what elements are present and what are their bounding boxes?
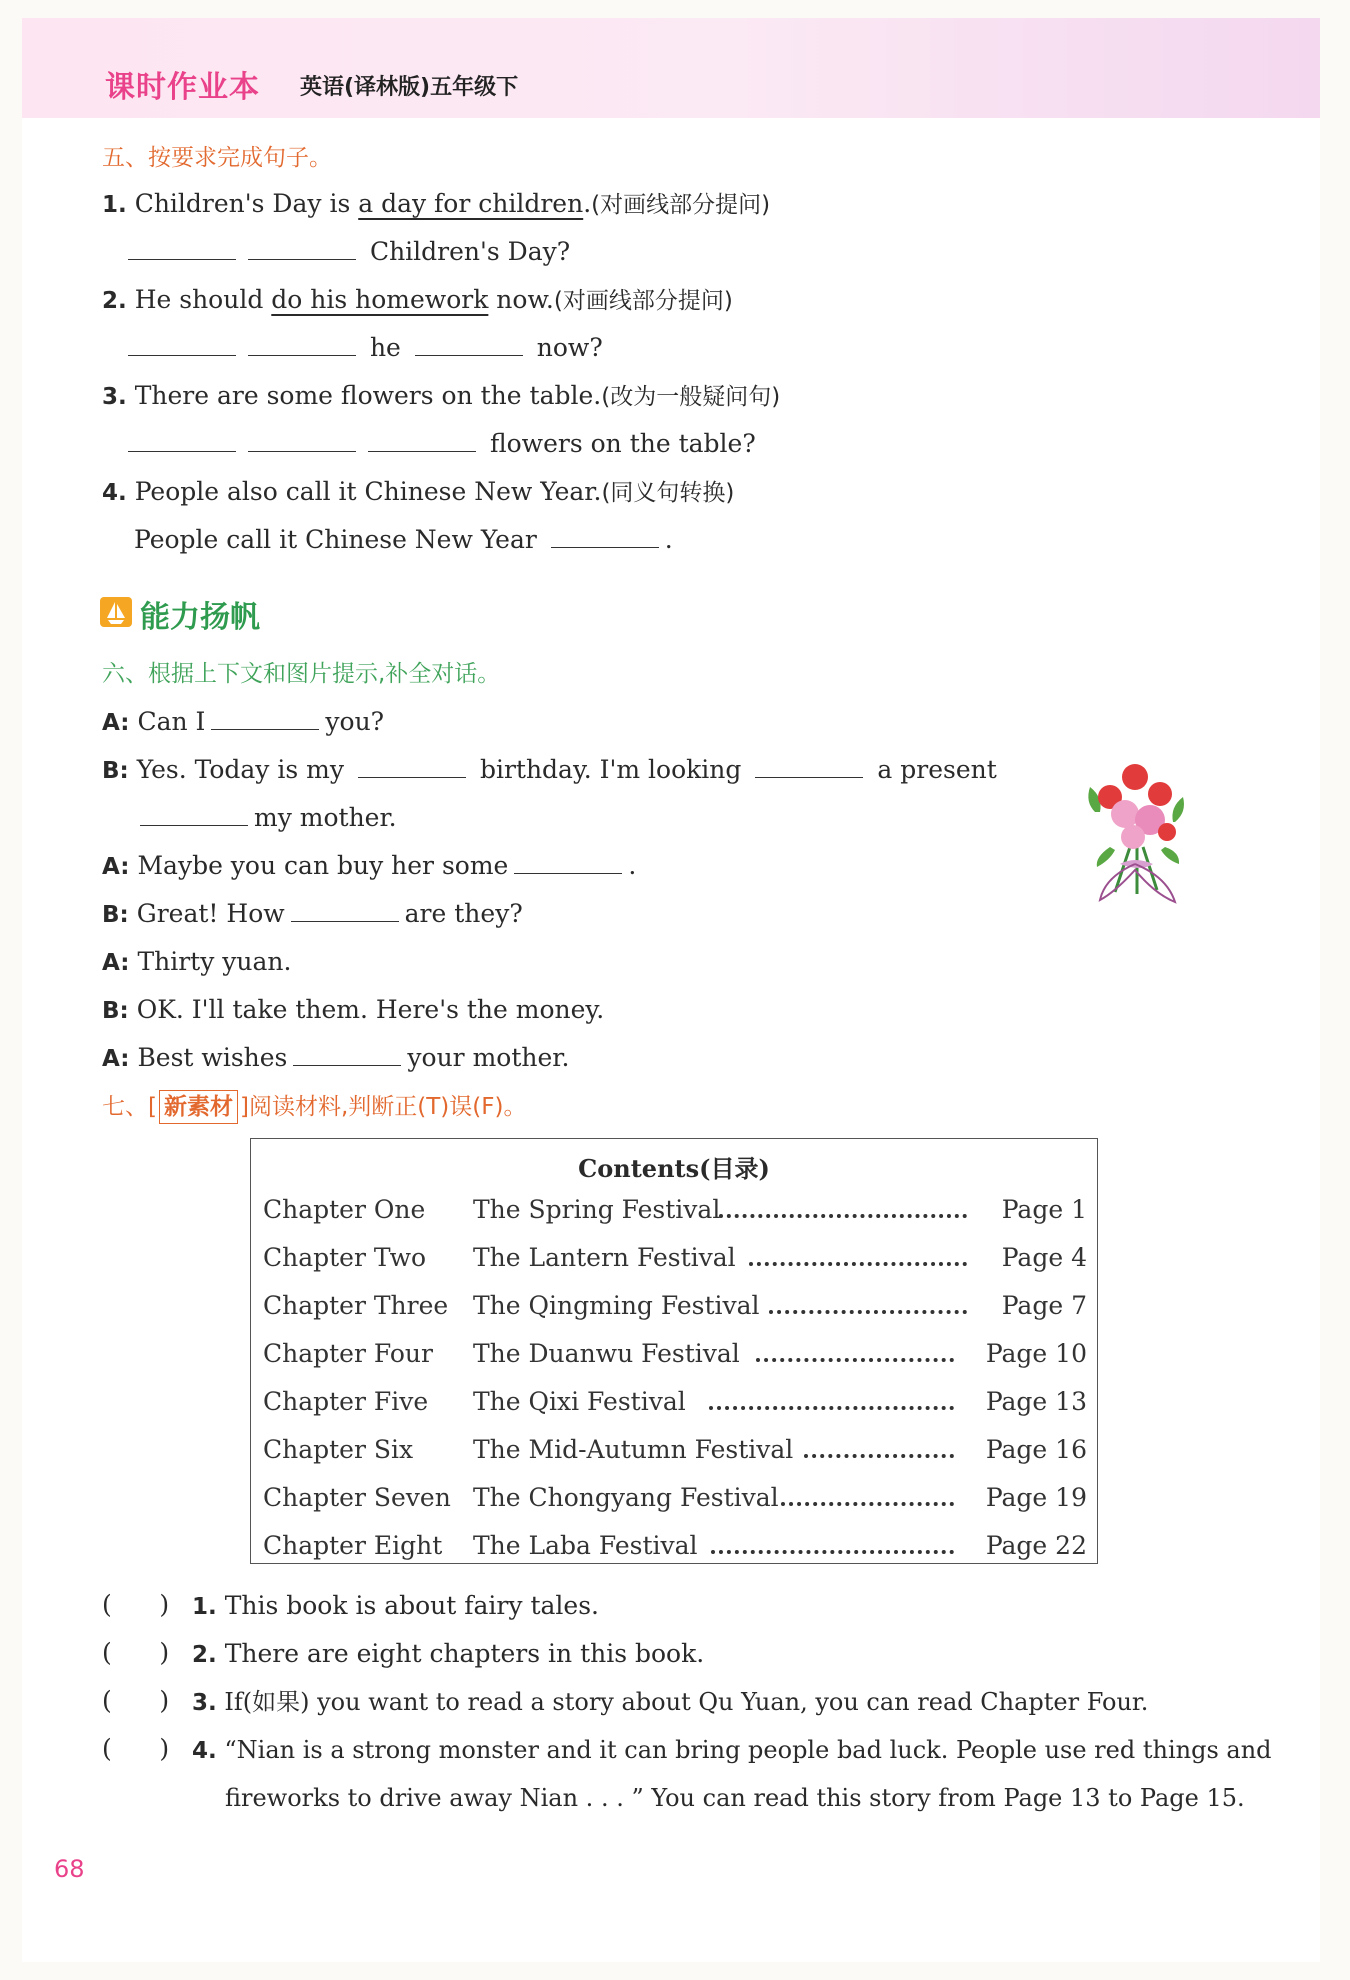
- brand-title: 课时作业本: [105, 70, 260, 105]
- table-row: [251, 1339, 1097, 1379]
- q3-answer: [128, 428, 756, 460]
- dialog-text: a present: [877, 755, 997, 784]
- q2-post: now.: [488, 285, 554, 314]
- q2-answer: [128, 332, 603, 364]
- q4-text: People also call it Chinese New Year.: [134, 477, 602, 506]
- ability-heading: 能力扬帆: [140, 600, 260, 635]
- table-row: [251, 1291, 1097, 1331]
- question-text: There are eight chapters in this book.: [224, 1639, 705, 1668]
- chapter-name: Chapter Three: [263, 1291, 449, 1320]
- chapter-title: The Qingming Festival: [473, 1291, 760, 1320]
- question-number: 2.: [192, 1642, 217, 1668]
- leader-dots: [711, 1544, 954, 1554]
- speaker-label: A:: [102, 854, 130, 880]
- dialog-line-4: [102, 850, 636, 883]
- chapter-page: Page 10: [985, 1339, 1087, 1368]
- chapter-name: Chapter Two: [263, 1243, 427, 1272]
- dialog-line-8: [102, 1042, 569, 1075]
- dialog-line-5: [102, 898, 523, 931]
- answer-blank[interactable]: [248, 237, 356, 260]
- question-number: 1.: [192, 1594, 217, 1620]
- question-number: 4.: [192, 1738, 217, 1764]
- q4-line: [102, 476, 734, 509]
- tf-question-4-continued: fireworks to drive away Nian . . . ” You can read this story from Page 13 to Page 15.: [225, 1784, 1245, 1812]
- table-row: [251, 1435, 1097, 1475]
- question-text: This book is about fairy tales.: [224, 1591, 599, 1620]
- q4-answer: [134, 524, 673, 556]
- book-subtitle: 英语(译林版)五年级下: [300, 75, 519, 100]
- answer-blank[interactable]: [291, 899, 399, 922]
- q3-number: 3.: [102, 384, 127, 410]
- answer-blank[interactable]: [514, 851, 622, 874]
- answer-blank[interactable]: [415, 333, 523, 356]
- dialog-text: Thirty yuan.: [137, 947, 292, 976]
- q4-number: 4.: [102, 480, 127, 506]
- answer-blank[interactable]: [248, 333, 356, 356]
- dialog-line-2: [102, 754, 997, 787]
- answer-blank[interactable]: [128, 237, 236, 260]
- question-text: “Nian is a strong monster and it can bring people bad luck. People use red things and: [224, 1736, 1272, 1764]
- leader-dots: [804, 1448, 954, 1458]
- leader-dots: [781, 1496, 954, 1506]
- q3-hint: (改为一般疑问句): [601, 384, 781, 410]
- speaker-label: A:: [102, 710, 130, 736]
- chapter-name: Chapter One: [263, 1195, 426, 1224]
- dialog-text: my mother.: [254, 803, 397, 832]
- q2-pre: He should: [134, 285, 272, 314]
- chapter-title: The Spring Festival: [473, 1195, 721, 1224]
- q2-underlined: do his homework: [271, 285, 489, 314]
- chapter-title: The Duanwu Festival: [473, 1339, 740, 1368]
- dialog-text: Best wishes: [137, 1043, 288, 1072]
- chapter-title: The Mid-Autumn Festival: [473, 1435, 794, 1464]
- speaker-label: B:: [102, 758, 129, 784]
- new-material-tag: 新素材: [159, 1090, 238, 1124]
- dialog-text: Maybe you can buy her some: [137, 851, 509, 880]
- dialog-text: OK. I'll take them. Here's the money.: [136, 995, 605, 1024]
- dialog-text: you?: [325, 707, 385, 736]
- answer-blank[interactable]: [293, 1043, 401, 1066]
- answer-parentheses[interactable]: ( ): [102, 1638, 170, 1667]
- leader-dots: [749, 1256, 967, 1266]
- chapter-page: Page 19: [985, 1483, 1087, 1512]
- dialog-line-1: [102, 706, 384, 739]
- speaker-label: B:: [102, 998, 129, 1024]
- q1-line: [102, 188, 770, 221]
- answer-parentheses[interactable]: ( ): [102, 1590, 170, 1619]
- speaker-label: A:: [102, 950, 130, 976]
- dialog-line-7: [102, 994, 604, 1027]
- q4-answer-post: .: [664, 525, 673, 554]
- answer-blank[interactable]: [551, 525, 659, 548]
- answer-blank[interactable]: [755, 755, 863, 778]
- chapter-name: Chapter Six: [263, 1435, 414, 1464]
- q1-number: 1.: [102, 192, 127, 218]
- chapter-page: Page 7: [1001, 1291, 1087, 1320]
- table-row: [251, 1531, 1097, 1571]
- q1-answer: [128, 236, 570, 268]
- leader-dots: [709, 1400, 954, 1410]
- speaker-label: B:: [102, 902, 129, 928]
- tf-question-1: [192, 1590, 599, 1623]
- answer-blank[interactable]: [128, 429, 236, 452]
- chapter-title: The Qixi Festival: [473, 1387, 686, 1416]
- question-text: If(如果) you want to read a story about Qu Yuan, you can read Chapter Four.: [224, 1688, 1149, 1716]
- dialog-text: Can I: [137, 707, 206, 736]
- dialog-text: .: [628, 851, 637, 880]
- dialog-text: Yes. Today is my: [136, 755, 344, 784]
- q2-answer-mid: he: [369, 333, 401, 362]
- dialog-text: birthday. I'm looking: [479, 755, 742, 784]
- contents-title: Contents(目录): [578, 1154, 770, 1183]
- leader-dots: [719, 1208, 967, 1218]
- q1-post: .: [583, 189, 592, 218]
- tf-question-2: [192, 1638, 704, 1671]
- q1-answer-tail: Children's Day?: [369, 237, 571, 266]
- chapter-page: Page 22: [985, 1531, 1087, 1560]
- flower-bouquet-icon: [1075, 752, 1195, 912]
- table-row: [251, 1243, 1097, 1283]
- section6-title: 六、根据上下文和图片提示,补全对话。: [102, 661, 501, 687]
- chapter-name: Chapter Five: [263, 1387, 429, 1416]
- section7-title-post: ]阅读材料,判断正(T)误(F)。: [239, 1094, 527, 1120]
- leader-dots: [756, 1352, 954, 1362]
- chapter-page: Page 4: [1001, 1243, 1087, 1272]
- question-number: 3.: [192, 1690, 217, 1716]
- table-row: [251, 1387, 1097, 1427]
- answer-blank[interactable]: [248, 429, 356, 452]
- section7-title: [102, 1090, 526, 1124]
- q2-line: [102, 284, 733, 317]
- tf-question-4: [192, 1734, 1272, 1767]
- dialog-text: Great! How: [136, 899, 285, 928]
- q2-answer-tail: now?: [536, 333, 603, 362]
- q3-answer-tail: flowers on the table?: [489, 429, 756, 458]
- q2-number: 2.: [102, 288, 127, 314]
- contents-table: [250, 1138, 1098, 1564]
- chapter-title: The Lantern Festival: [473, 1243, 736, 1272]
- q3-text: There are some flowers on the table.: [134, 381, 602, 410]
- page-number: 68: [54, 1855, 85, 1883]
- answer-blank[interactable]: [211, 707, 319, 730]
- chapter-name: Chapter Seven: [263, 1483, 451, 1512]
- chapter-name: Chapter Eight: [263, 1531, 443, 1560]
- answer-blank[interactable]: [368, 429, 476, 452]
- table-row: [251, 1195, 1097, 1235]
- section5-title: 五、按要求完成句子。: [102, 145, 332, 171]
- q1-hint: (对画线部分提问): [591, 192, 771, 218]
- dialog-text: are they?: [404, 899, 523, 928]
- dialog-line-6: [102, 946, 291, 979]
- q4-hint: (同义句转换): [601, 480, 735, 506]
- chapter-page: Page 16: [985, 1435, 1087, 1464]
- q2-hint: (对画线部分提问): [553, 288, 733, 314]
- chapter-name: Chapter Four: [263, 1339, 433, 1368]
- tf-question-3: [192, 1686, 1148, 1719]
- answer-blank[interactable]: [128, 333, 236, 356]
- chapter-page: Page 13: [985, 1387, 1087, 1416]
- speaker-label: A:: [102, 1046, 130, 1072]
- table-row: [251, 1483, 1097, 1523]
- sail-icon: [100, 597, 132, 627]
- q1-pre: Children's Day is: [134, 189, 359, 218]
- answer-blank[interactable]: [140, 803, 248, 826]
- q3-line: [102, 380, 780, 413]
- chapter-page: Page 1: [1001, 1195, 1087, 1224]
- answer-blank[interactable]: [358, 755, 466, 778]
- section7-title-pre: 七、[: [102, 1094, 157, 1120]
- answer-parentheses[interactable]: ( ): [102, 1686, 170, 1715]
- q1-underlined: a day for children: [358, 189, 584, 218]
- leader-dots: [769, 1304, 967, 1314]
- dialog-text: your mother.: [407, 1043, 570, 1072]
- dialog-line-3: [140, 802, 397, 834]
- q4-answer-pre: People call it Chinese New Year: [134, 525, 537, 554]
- answer-parentheses[interactable]: ( ): [102, 1734, 170, 1763]
- chapter-title: The Laba Festival: [473, 1531, 698, 1560]
- chapter-title: The Chongyang Festival: [473, 1483, 779, 1512]
